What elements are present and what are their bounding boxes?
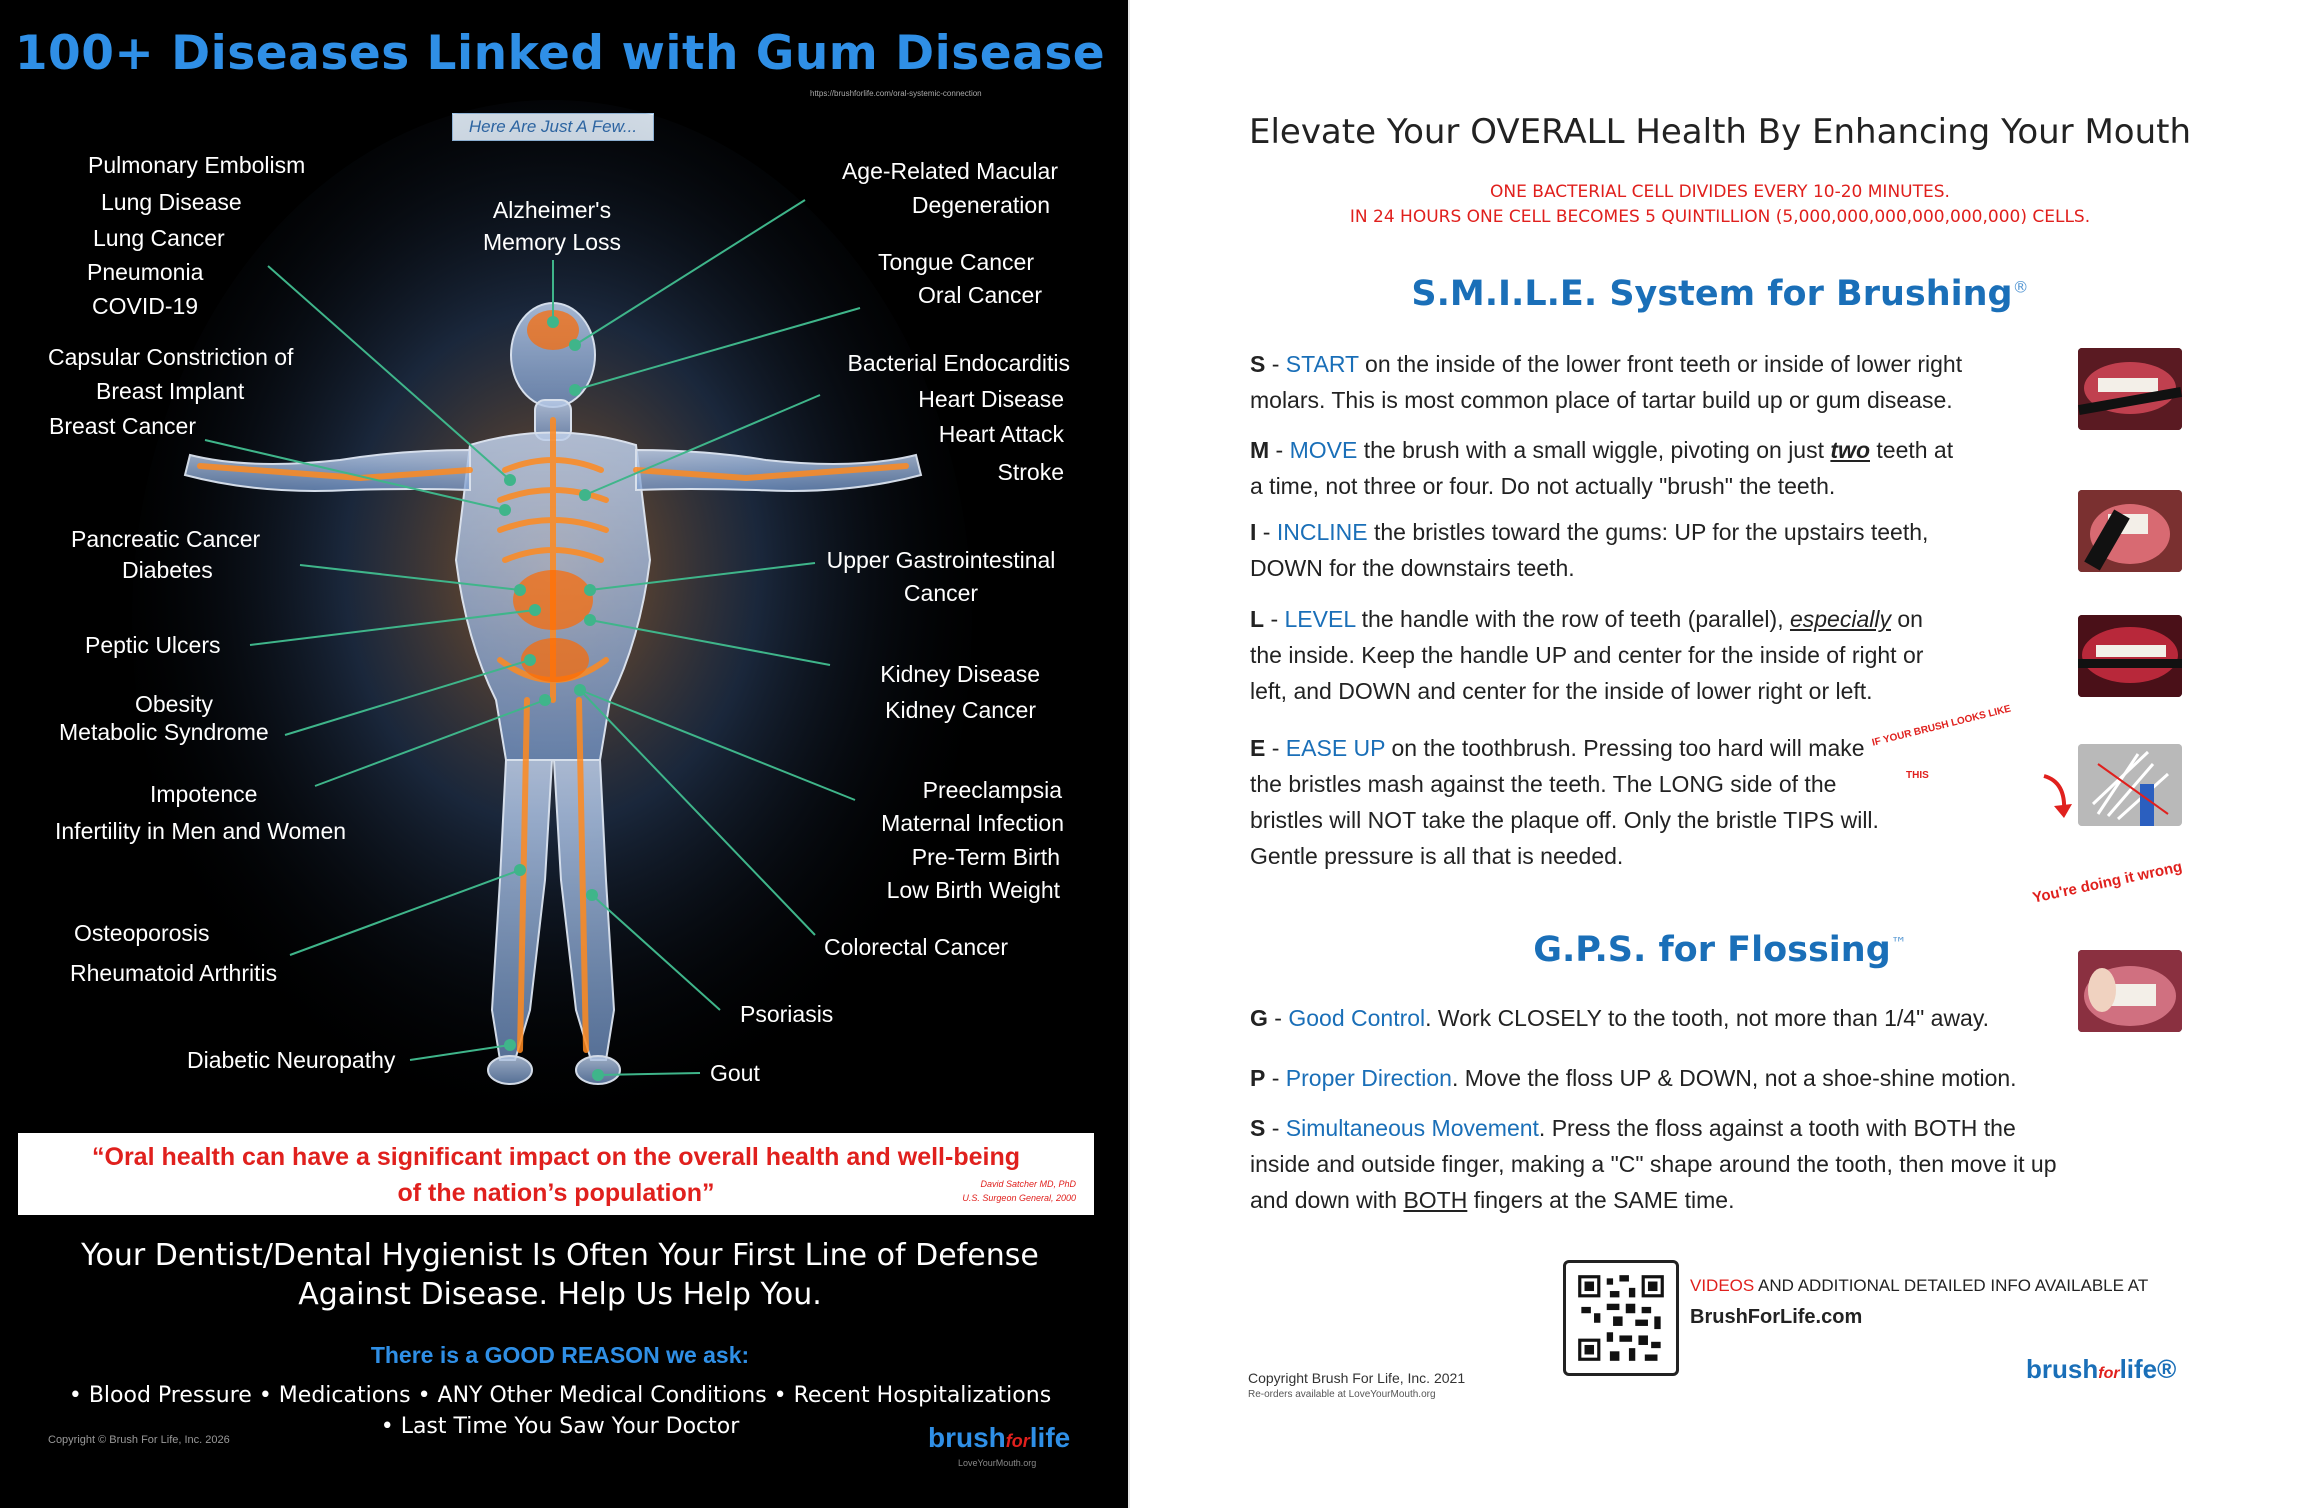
smile-title-text: S.M.I.L.E. System for Brushing [1411,274,2013,314]
step-keyword: MOVE [1289,437,1358,463]
bacteria-fact-line-1: ONE BACTERIAL CELL DIVIDES EVERY 10-20 MINUTES. [1490,182,1950,202]
defense-statement [0,1236,1120,1314]
emphasis-both: BOTH [1403,1187,1468,1213]
brushing-photo-start [2078,348,2182,430]
step-text: the brush with a small wiggle, pivoting on just [1357,437,1831,463]
warning-this: THIS [1906,770,1929,781]
source-url: https://brushforlife.com/oral-systemic-connection [810,89,982,98]
gps-title-text: G.P.S. for Flossing [1533,930,1891,970]
gps-step-s: S - Simultaneous Movement. Press the floss against a tooth with BOTH the inside and outside finger, making a "C" shape around the tooth, then move it up and down with BOTH fingers at the SAME time. [1250,1115,2057,1213]
videos-label: VIDEOS [1690,1276,1755,1295]
arrow-icon [2040,772,2076,822]
step-text: bristles will NOT take the plaque off. Only the bristle TIPS will. [1250,807,1879,833]
quote-box [18,1133,1094,1215]
step-text: on [1890,606,1923,632]
label-kidney-cancer: Kidney Cancer [885,697,1036,723]
label-maternal-infection: Maternal Infection [881,810,1064,836]
step-keyword: Simultaneous Movement [1285,1115,1539,1141]
info-line [1690,1276,2148,1296]
gps-title [1130,930,2310,970]
step-text: the inside. Keep the handle UP and center for the inside of right or [1250,642,1924,668]
step-text: DOWN for the downstairs teeth. [1250,555,1575,581]
good-reason-heading: There is a GOOD REASON we ask: [370,1342,750,1368]
label-ugi-cancer: Cancer [903,580,979,606]
step-letter: G [1250,1005,1268,1031]
label-heart-disease: Heart Disease [918,386,1064,412]
step-keyword: INCLINE [1276,519,1368,545]
label-breast-cancer: Breast Cancer [49,413,197,439]
emphasis-two: two [1830,437,1870,463]
right-copyright: Copyright Brush For Life, Inc. 2021 [1248,1370,1466,1386]
brush-for-life-logo-right [2026,1354,2176,1385]
reorder-note: Re-orders available at LoveYourMouth.org [1248,1389,1436,1400]
smile-step-s: S - START on the inside of the lower front teeth or inside of lower right molars. This is most common place of tartar build up or gum disease. [1250,346,1962,418]
smile-title [1130,274,2310,314]
step-letter: E [1250,735,1266,761]
warning-doing-it-wrong: You're doing it wrong [2031,858,2184,907]
label-stroke: Stroke [997,459,1064,485]
bacteria-fact-line-2: IN 24 HOURS ONE CELL BECOMES 5 QUINTILLION (5,000,000,000,000,000,000) CELLS. [1349,207,2091,227]
step-text: molars. This is most common place of tartar build up or gum disease. [1250,387,1953,413]
logo-brush-text: brush [2026,1354,2099,1384]
quote-author-title: U.S. Surgeon General, 2000 [962,1193,1076,1203]
right-title: Elevate Your OVERALL Health By Enhancing Your Mouth [1248,112,2192,152]
step-text: Gentle pressure is all that is needed. [1250,843,1624,869]
step-text: the bristles mash against the teeth. The LONG side of the [1250,771,1837,797]
bacteria-fact [1130,180,2310,230]
step-keyword: EASE UP [1285,735,1386,761]
step-text: a time, not three or four. Do not actually "brush" the teeth. [1250,473,1836,499]
label-covid-19: COVID-19 [92,293,199,319]
brushing-photo-level [2078,615,2182,697]
smile-step-l: L - LEVEL the handle with the row of teeth (parallel), especially on the inside. Keep the handle UP and center for the inside of right or left, and DOWN and center for the inside of lower right or left. [1250,601,1923,709]
label-diabetic-neuropathy: Diabetic Neuropathy [187,1047,396,1073]
step-text: and down with [1250,1187,1404,1213]
smile-step-e: E - EASE UP on the toothbrush. Pressing too hard will make the bristles mash against the teeth. The LONG side of the bristles will NOT take the plaque off. Only the bristle TIPS will. Gentle pressure is all that is needed. [1250,730,1879,874]
step-letter: I [1250,519,1257,545]
label-obesity: Obesity [135,691,213,717]
smile-step-i: I - INCLINE the bristles toward the gums: UP for the upstairs teeth, DOWN for the downstairs teeth. [1250,514,1928,586]
ask-line-1: • Blood Pressure • Medications • ANY Other Medical Conditions • Recent Hospitalizations [68,1383,1052,1408]
defense-line-1: Your Dentist/Dental Hygienist Is Often Your First Line of Defense [81,1238,1039,1273]
label-oral-cancer: Oral Cancer [918,282,1042,308]
quote-author: David Satcher MD, PhD [980,1179,1076,1189]
logo-brush-text: brush [928,1422,1006,1453]
label-lung-cancer: Lung Cancer [93,225,225,251]
label-kidney-disease: Kidney Disease [880,661,1040,687]
logo-life-text: life® [2119,1354,2177,1384]
step-text: . Press the floss against a tooth with BOTH the [1538,1115,2016,1141]
label-lung-disease: Lung Disease [101,189,242,215]
step-text: on the toothbrush. Pressing too hard will make [1385,735,1865,761]
label-osteoporosis: Osteoporosis [74,920,210,946]
step-text: . Move the floss UP & DOWN, not a shoe-shine motion. [1451,1065,2017,1091]
gps-step-g: G - Good Control. Work CLOSELY to the tooth, not more than 1/4" away. [1250,1005,1990,1031]
label-breast-implant: Breast Implant [96,378,245,404]
trademark-mark: ™ [1890,933,1907,953]
label-peptic-ulcers: Peptic Ulcers [85,632,221,658]
step-letter: M [1250,437,1270,463]
qr-code-icon [1575,1272,1667,1364]
label-pre-term-birth: Pre-Term Birth [911,844,1060,870]
logo-life-text: life [1029,1422,1071,1453]
worn-brush-photo [2078,744,2182,826]
quote-line-2: of the nation’s population” [397,1179,715,1207]
label-age-related-macular: Age-Related Macular [841,158,1058,184]
brush-for-life-logo [928,1422,1070,1454]
step-text: fingers at the SAME time. [1467,1187,1735,1213]
label-pneumonia: Pneumonia [87,259,204,285]
step-text: inside and outside finger, making a "C" shape around the tooth, then move it up [1250,1151,2057,1177]
step-keyword: START [1285,351,1359,377]
label-psoriasis: Psoriasis [740,1001,834,1027]
step-letter: S [1250,351,1266,377]
logo-for-text: for [2098,1365,2120,1382]
qr-code[interactable] [1563,1260,1679,1376]
defense-line-2: Against Disease. Help Us Help You. [298,1277,822,1312]
label-rheumatoid-arthritis: Rheumatoid Arthritis [70,960,278,986]
step-letter: L [1250,606,1265,632]
warning-brush-looks: IF YOUR BRUSH LOOKS LIKE [1871,703,2013,749]
label-upper-gastrointestinal: Upper Gastrointestinal [826,547,1056,573]
step-letter: S [1250,1115,1266,1141]
label-bacterial-endocarditis: Bacterial Endocarditis [847,350,1070,376]
label-preeclampsia: Preeclampsia [922,777,1062,803]
label-gout: Gout [710,1060,760,1086]
label-colorectal-cancer: Colorectal Cancer [824,934,1009,960]
label-impotence: Impotence [150,781,258,807]
label-alzheimers: Alzheimer's [492,197,612,223]
label-pancreatic-cancer: Pancreatic Cancer [71,526,261,552]
label-degeneration: Degeneration [911,192,1050,218]
step-text: teeth at [1870,437,1954,463]
left-copyright: Copyright © Brush For Life, Inc. 2026 [48,1434,230,1446]
info-text: AND ADDITIONAL DETAILED INFO AVAILABLE AT [1754,1276,2149,1295]
label-pulmonary-embolism: Pulmonary Embolism [88,152,306,178]
brushing-photo-incline [2078,490,2182,572]
logo-for-text: for [1005,1431,1030,1451]
step-keyword: Proper Direction [1285,1065,1452,1091]
step-keyword: LEVEL [1284,606,1356,632]
step-text: the handle with the row of teeth (parallel), [1355,606,1790,632]
website-link[interactable]: BrushForLife.com [1690,1306,1863,1328]
label-diabetes: Diabetes [122,557,213,583]
step-text: left, and DOWN and center for the inside of lower right or left. [1250,678,1873,704]
ask-line-2: • Last Time You Saw Your Doctor [380,1414,740,1439]
step-text: the bristles toward the gums: UP for the upstairs teeth, [1367,519,1929,545]
step-text: on the inside of the lower front teeth or inside of lower right [1358,351,1963,377]
emphasis-especially: especially [1789,606,1891,632]
label-infertility: Infertility in Men and Women [55,818,347,844]
smile-step-m: M - MOVE the brush with a small wiggle, pivoting on just two teeth at a time, not three or four. Do not actually "brush" the teeth. [1250,432,1953,504]
step-text: . Work CLOSELY to the tooth, not more than 1/4" away. [1425,1005,1990,1031]
label-low-birth-weight: Low Birth Weight [886,877,1060,903]
quote-attribution [962,1177,1076,1205]
gps-step-p: P - Proper Direction. Move the floss UP & DOWN, not a shoe-shine motion. [1250,1065,2017,1091]
label-metabolic-syndrome: Metabolic Syndrome [59,719,269,745]
label-memory-loss: Memory Loss [482,229,622,255]
surgeon-general-quote [18,1139,1094,1211]
quote-line-1: “Oral health can have a significant impact on the overall health and well-being [92,1143,1020,1171]
step-keyword: Good Control [1288,1005,1426,1031]
page-title: 100+ Diseases Linked with Gum Disease [14,26,1106,81]
label-heart-attack: Heart Attack [938,421,1064,447]
logo-subtext: LoveYourMouth.org [958,1458,1037,1468]
registered-mark: ® [2012,277,2029,297]
label-capsular-constriction: Capsular Constriction of [48,344,294,370]
label-tongue-cancer: Tongue Cancer [878,249,1034,275]
step-letter: P [1250,1065,1266,1091]
left-page [0,0,1128,1508]
